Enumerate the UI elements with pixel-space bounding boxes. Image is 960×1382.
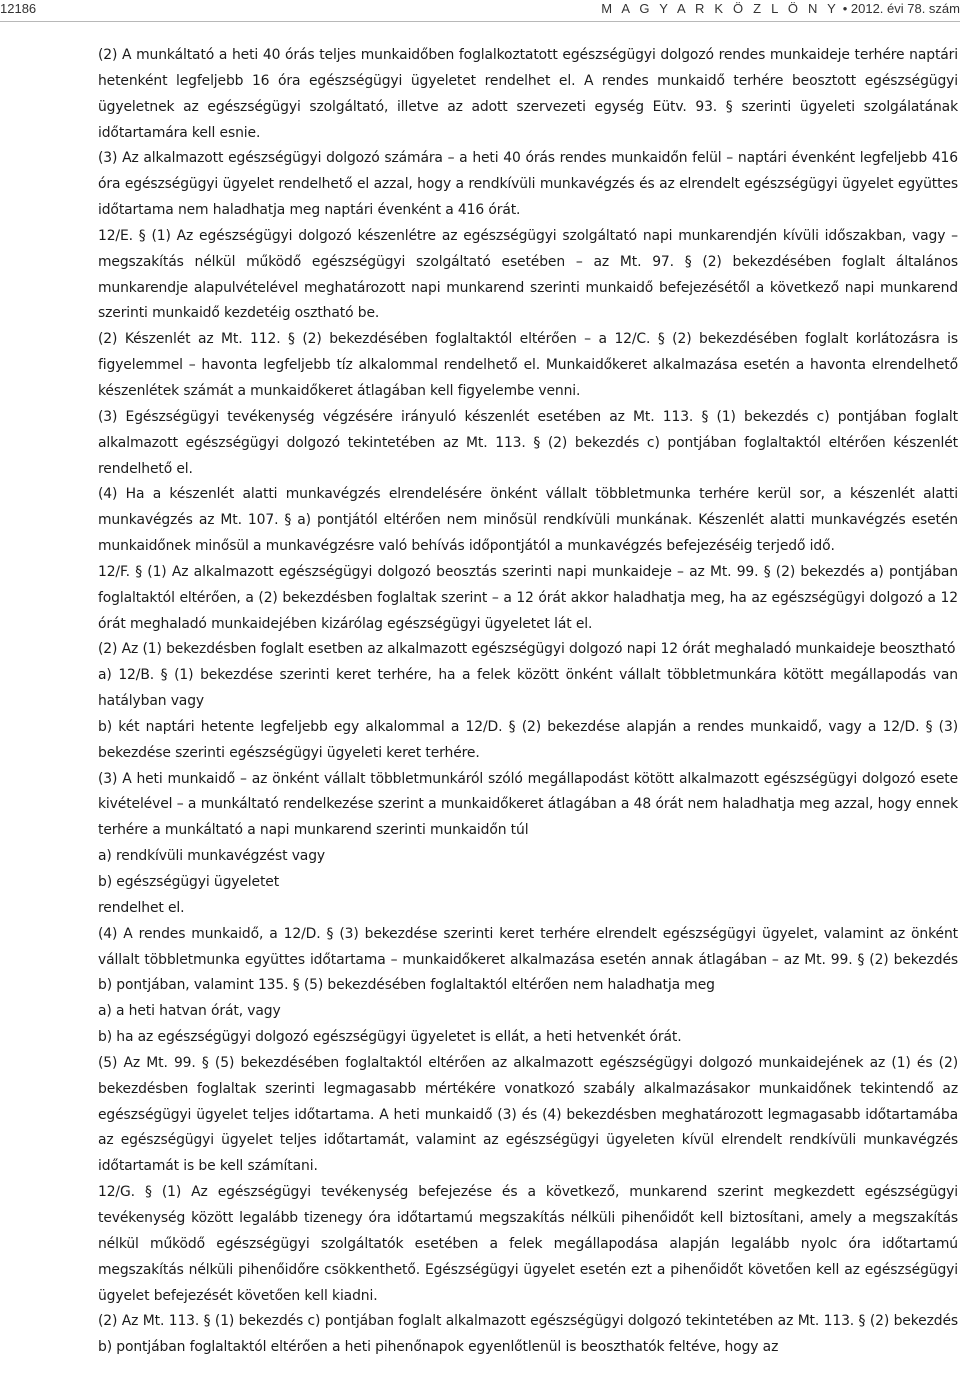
page-header	[0, 0, 960, 22]
paragraph: (2) Az Mt. 113. § (1) bekezdés c) pontjában foglalt alkalmazott egészségügyi dolgozó tekintetében az Mt. 113. § (2) bekezdés b) pontjában foglaltaktól eltérően a heti pihenőnapok egyenlőtlenül is beoszthatók feltéve, hogy az	[98, 1313, 958, 1356]
publication-title: M A G Y A R K Ö Z L Ö N Y	[601, 1, 840, 16]
paragraph: 12/F. § (1) Az alkalmazott egészségügyi dolgozó beosztás szerinti napi munkaideje – az Mt. 99. § (2) bekezdés a) pontjában foglaltaktól eltérően, a (2) bekezdésben foglaltak szerint – a 12 órát akkor haladhatja meg, ha az egészségügyi dolgozó a 12 órát meghaladó munkaidejében kizárólag egészségügyi ügyeletet lát el.	[98, 563, 958, 632]
paragraph: rendelhet el.	[98, 899, 185, 916]
paragraph: b) egészségügyi ügyeletet	[98, 874, 280, 890]
paragraph: 12/E. § (1) Az egészségügyi dolgozó készenlétre az egészségügyi szolgáltató napi munkarendjén kívüli időszakban, vagy – megszakítás nélkül működő egészségügyi szolgáltató esetében – az Mt. 97. § (2) bekezdésében foglalt általános munkarendje alapulvételével meghatározott napi munkarend szerinti munkaidő befejezésétől a következő napi munkarend szerinti munkaidő kezdetéig osztható be.	[98, 227, 958, 322]
paragraph: (4) Ha a készenlét alatti munkavégzés elrendelésére önként vállalt többletmunka terhére kerül sor, a készenlét alatti munkavégzés az Mt. 107. § a) pontjától eltérően nem minősül rendkívüli munkának. Készenlét alatti munkavégzés esetén munkaidőnek minősül a munkavégzésre való behívás időpontjától a munkavégzés befejezéséig terjedő idő.	[98, 486, 958, 555]
body-text	[98, 43, 958, 1361]
paragraph: b) két naptári hetente legfeljebb egy alkalommal a 12/D. § (2) bekezdése alapján a rendes munkaidő, vagy a 12/D. § (3) bekezdése szerinti egészségügyi ügyeleti keret terhére.	[98, 718, 958, 761]
paragraph: (2) A munkáltató a heti 40 órás teljes munkaidőben foglalkoztatott egészségügyi dolgozó rendes munkaideje terhére naptári hetenként legfeljebb 16 óra egészségügyi ügyeletet rendelhet el. A rendes munkaidő terhére beosztott egészségügyi ügyeletnek az egészségügyi szolgáltató, illetve az adott szervezeti egység Eütv. 93. § szerinti ügyeleti szolgálatának időtartamára kell esnie.	[98, 47, 958, 141]
page-number: 12186	[0, 1, 37, 16]
paragraph: (2) Az (1) bekezdésben foglalt esetben az alkalmazott egészségügyi dolgozó napi 12 órát meghaladó munkaideje beosztható	[98, 641, 956, 658]
paragraph: (3) Egészségügyi tevékenység végzésére irányuló készenlét esetében az Mt. 113. § (1) bekezdés c) pontjában foglalt alkalmazott egészségügyi dolgozó tekintetében az Mt. 113. § (2) bekezdés c) pontjában foglaltaktól eltérően készenlét rendelhető el.	[98, 408, 958, 477]
publication-info	[601, 1, 960, 16]
paragraph: (2) Készenlét az Mt. 112. § (2) bekezdésében foglaltaktól eltérően – a 12/C. § (2) bekezdésében foglalt korlátozásra is figyelemmel – havonta legfeljebb tíz alkalommal rendelhető el. Munkaidőkeret alkalmazása esetén a havonta elrendelhető készenlétek számát a munkaidőkeret átlagában kell figyelembe venni.	[98, 331, 958, 399]
paragraph: 12/G. § (1) Az egészségügyi tevékenység befejezése és a következő, munkarend szerint megkezdett egészségügyi tevékenység között legalább tizenegy óra időtartamú megszakítás nélküli pihenőidőt kell biztosítani, amely a megszakítás nélkül működő egészségügyi szolgáltatók esetében a felek megállapodása alapján legalább nyolc óra időtartamú megszakítás nélküli pihenőidőre csökkenthető. Egészségügyi ügyelet esetén ezt a pihenőidőt követően kell az egészségügyi ügyelet befejezését követően kell kiadni.	[98, 1184, 958, 1304]
issue-number: 2012. évi 78. szám	[850, 1, 960, 16]
paragraph: a) rendkívüli munkavégzést vagy	[98, 848, 326, 865]
bullet-separator: •	[842, 1, 848, 16]
paragraph: (3) Az alkalmazott egészségügyi dolgozó számára – a heti 40 órás rendes munkaidőn felül – naptári évenként legfeljebb 416 óra egészségügyi ügyelet rendelhető el azzal, hogy a rendkívüli munkavégzés és az elrendelt egészségügyi ügyelet együttes időtartama nem haladhatja meg naptári évenként a 416 órát.	[98, 150, 958, 219]
paragraph: (4) A rendes munkaidő, a 12/D. § (3) bekezdése szerinti keret terhére elrendelt egészségügyi ügyelet, valamint az önként vállalt többletmunka együttes időtartama – munkaidőkeret alkalmazása esetén annak átlagában – az Mt. 99. § (2) bekezdés b) pontjában, valamint 135. § (5) bekezdésében foglaltaktól eltérően nem haladhatja meg	[98, 925, 958, 994]
paragraph: a) a heti hatvan órát, vagy	[98, 1003, 281, 1020]
paragraph: (3) A heti munkaidő – az önként vállalt többletmunkáról szóló megállapodást kötött alkalmazott egészségügyi dolgozó esete kivételével – a munkáltató rendelkezése szerint a munkaidőkeret átlagában a 48 órát nem haladhatja meg azzal, hogy ennek terhére a munkáltató a napi munkarend szerinti munkaidőn túl	[98, 770, 958, 839]
paragraph: a) 12/B. § (1) bekezdése szerinti keret terhére, ha a felek között önként vállalt többletmunkára kötött megállapodás van hatályban vagy	[98, 667, 958, 710]
paragraph: (5) Az Mt. 99. § (5) bekezdésében foglaltaktól eltérően az alkalmazott egészségügyi dolgozó munkaidejének az (1) és (2) bekezdésben foglaltak szerinti legmagasabb mértékére vonatkozó szabály alkalmazásakor munkaidőnek tekintendő az egészségügyi ügyelet teljes időtartama. A heti munkaidő (3) és (4) bekezdésben meghatározott legmagasabb időtartamába az egészségügyi ügyelet teljes időtartamát, valamint az egészségügyi ügyeleten kívül elrendelt rendkívüli munkavégzés időtartamát is be kell számítani.	[98, 1054, 958, 1175]
paragraph: b) ha az egészségügyi dolgozó egészségügyi ügyeletet is ellát, a heti hetvenkét órát.	[98, 1029, 682, 1046]
header-rule	[0, 21, 960, 22]
